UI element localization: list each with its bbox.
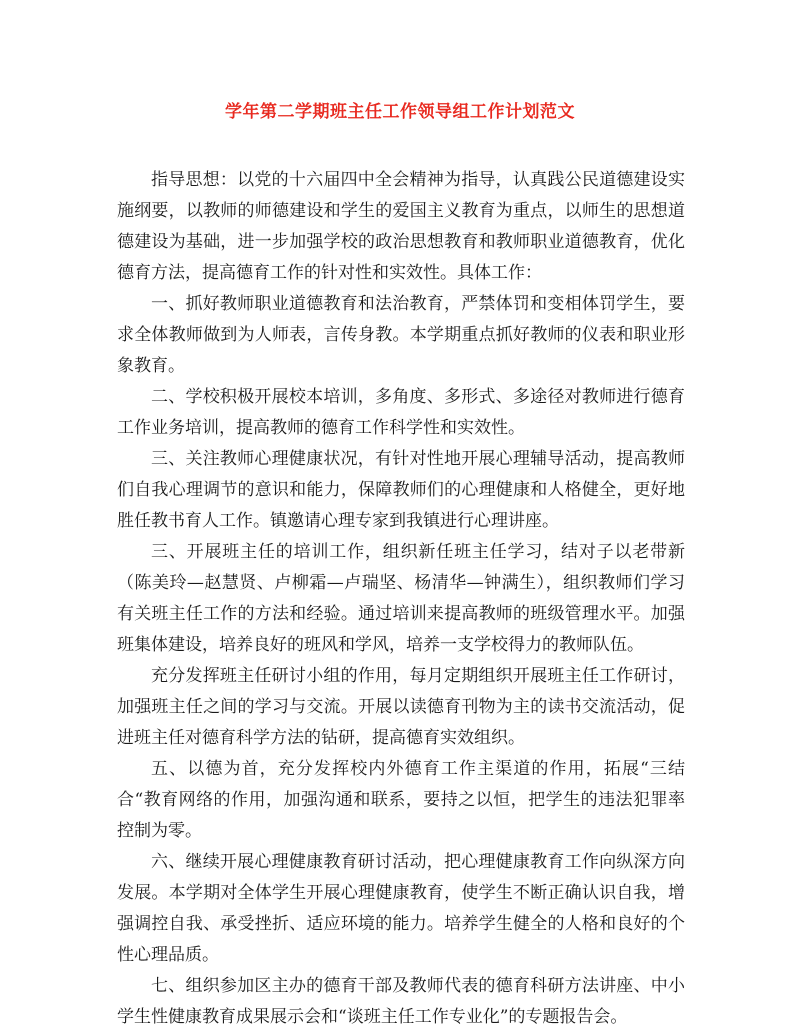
- paragraph-item-5: 五、以德为首，充分发挥校内外德育工作主渠道的作用，拓展“三结合“教育网络的作用，加强沟通和联系，要持之以恒，把学生的违法犯罪率控制为零。: [117, 759, 685, 841]
- document-title: 学年第二学期班主任工作领导组工作计划范文: [225, 102, 575, 122]
- paragraph-item-1: 一、抓好教师职业道德教育和法治教育，严禁体罚和变相体罚学生，要求全体教师做到为人师表，言传身教。本学期重点抓好教师的仪表和职业形象教育。: [117, 294, 685, 376]
- paragraph-item-6: 六、继续开展心理健康教育研讨活动，把心理健康教育工作向纵深方向发展。本学期对全体学生开展心理健康教育，使学生不断正确认识自我，增强调控自我、承受挫折、适应环境的能力。培养学生健全的人格和良好的个性心理品质。: [117, 852, 685, 965]
- paragraph-research-group: 充分发挥班主任研讨小组的作用，每月定期组织开展班主任工作研讨，加强班主任之间的学习与交流。开展以读德育刊物为主的读书交流活动，促进班主任对德育科学方法的钻研，提高德育实效组织。: [117, 666, 685, 748]
- paragraph-item-7: 七、组织参加区主办的德育干部及教师代表的德育科研方法讲座、中小学生性健康教育成果展示会和“谈班主任工作专业化”的专题报告会。: [117, 976, 685, 1027]
- paragraph-guiding-ideology: 指导思想：以党的十六届四中全会精神为指导，认真践公民道德建设实施纲要，以教师的师德建设和学生的爱国主义教育为重点，以师生的思想道德建设为基础，进一步加强学校的政治思想教育和教师职业道德教育，优化德育方法，提高德育工作的针对性和实效性。具体工作：: [117, 170, 685, 283]
- paragraph-item-3b: 三、开展班主任的培训工作，组织新任班主任学习，结对子以老带新（陈美玲—赵慧贤、卢柳霜—卢瑞坚、杨清华—钟满生），组织教师们学习有关班主任工作的方法和经验。通过培训来提高教师的班级管理水平。加强班集体建设，培养良好的班风和学风，培养一支学校得力的教师队伍。: [117, 542, 685, 655]
- paragraph-item-2: 二、学校积极开展校本培训，多角度、多形式、多途径对教师进行德育工作业务培训，提高教师的德育工作科学性和实效性。: [117, 387, 685, 438]
- document-body: [117, 165, 685, 1033]
- paragraph-item-3: 三、关注教师心理健康状况，有针对性地开展心理辅导活动，提高教师们自我心理调节的意识和能力，保障教师们的心理健康和人格健全，更好地胜任教书育人工作。镇邀请心理专家到我镇进行心理讲座。: [117, 449, 685, 531]
